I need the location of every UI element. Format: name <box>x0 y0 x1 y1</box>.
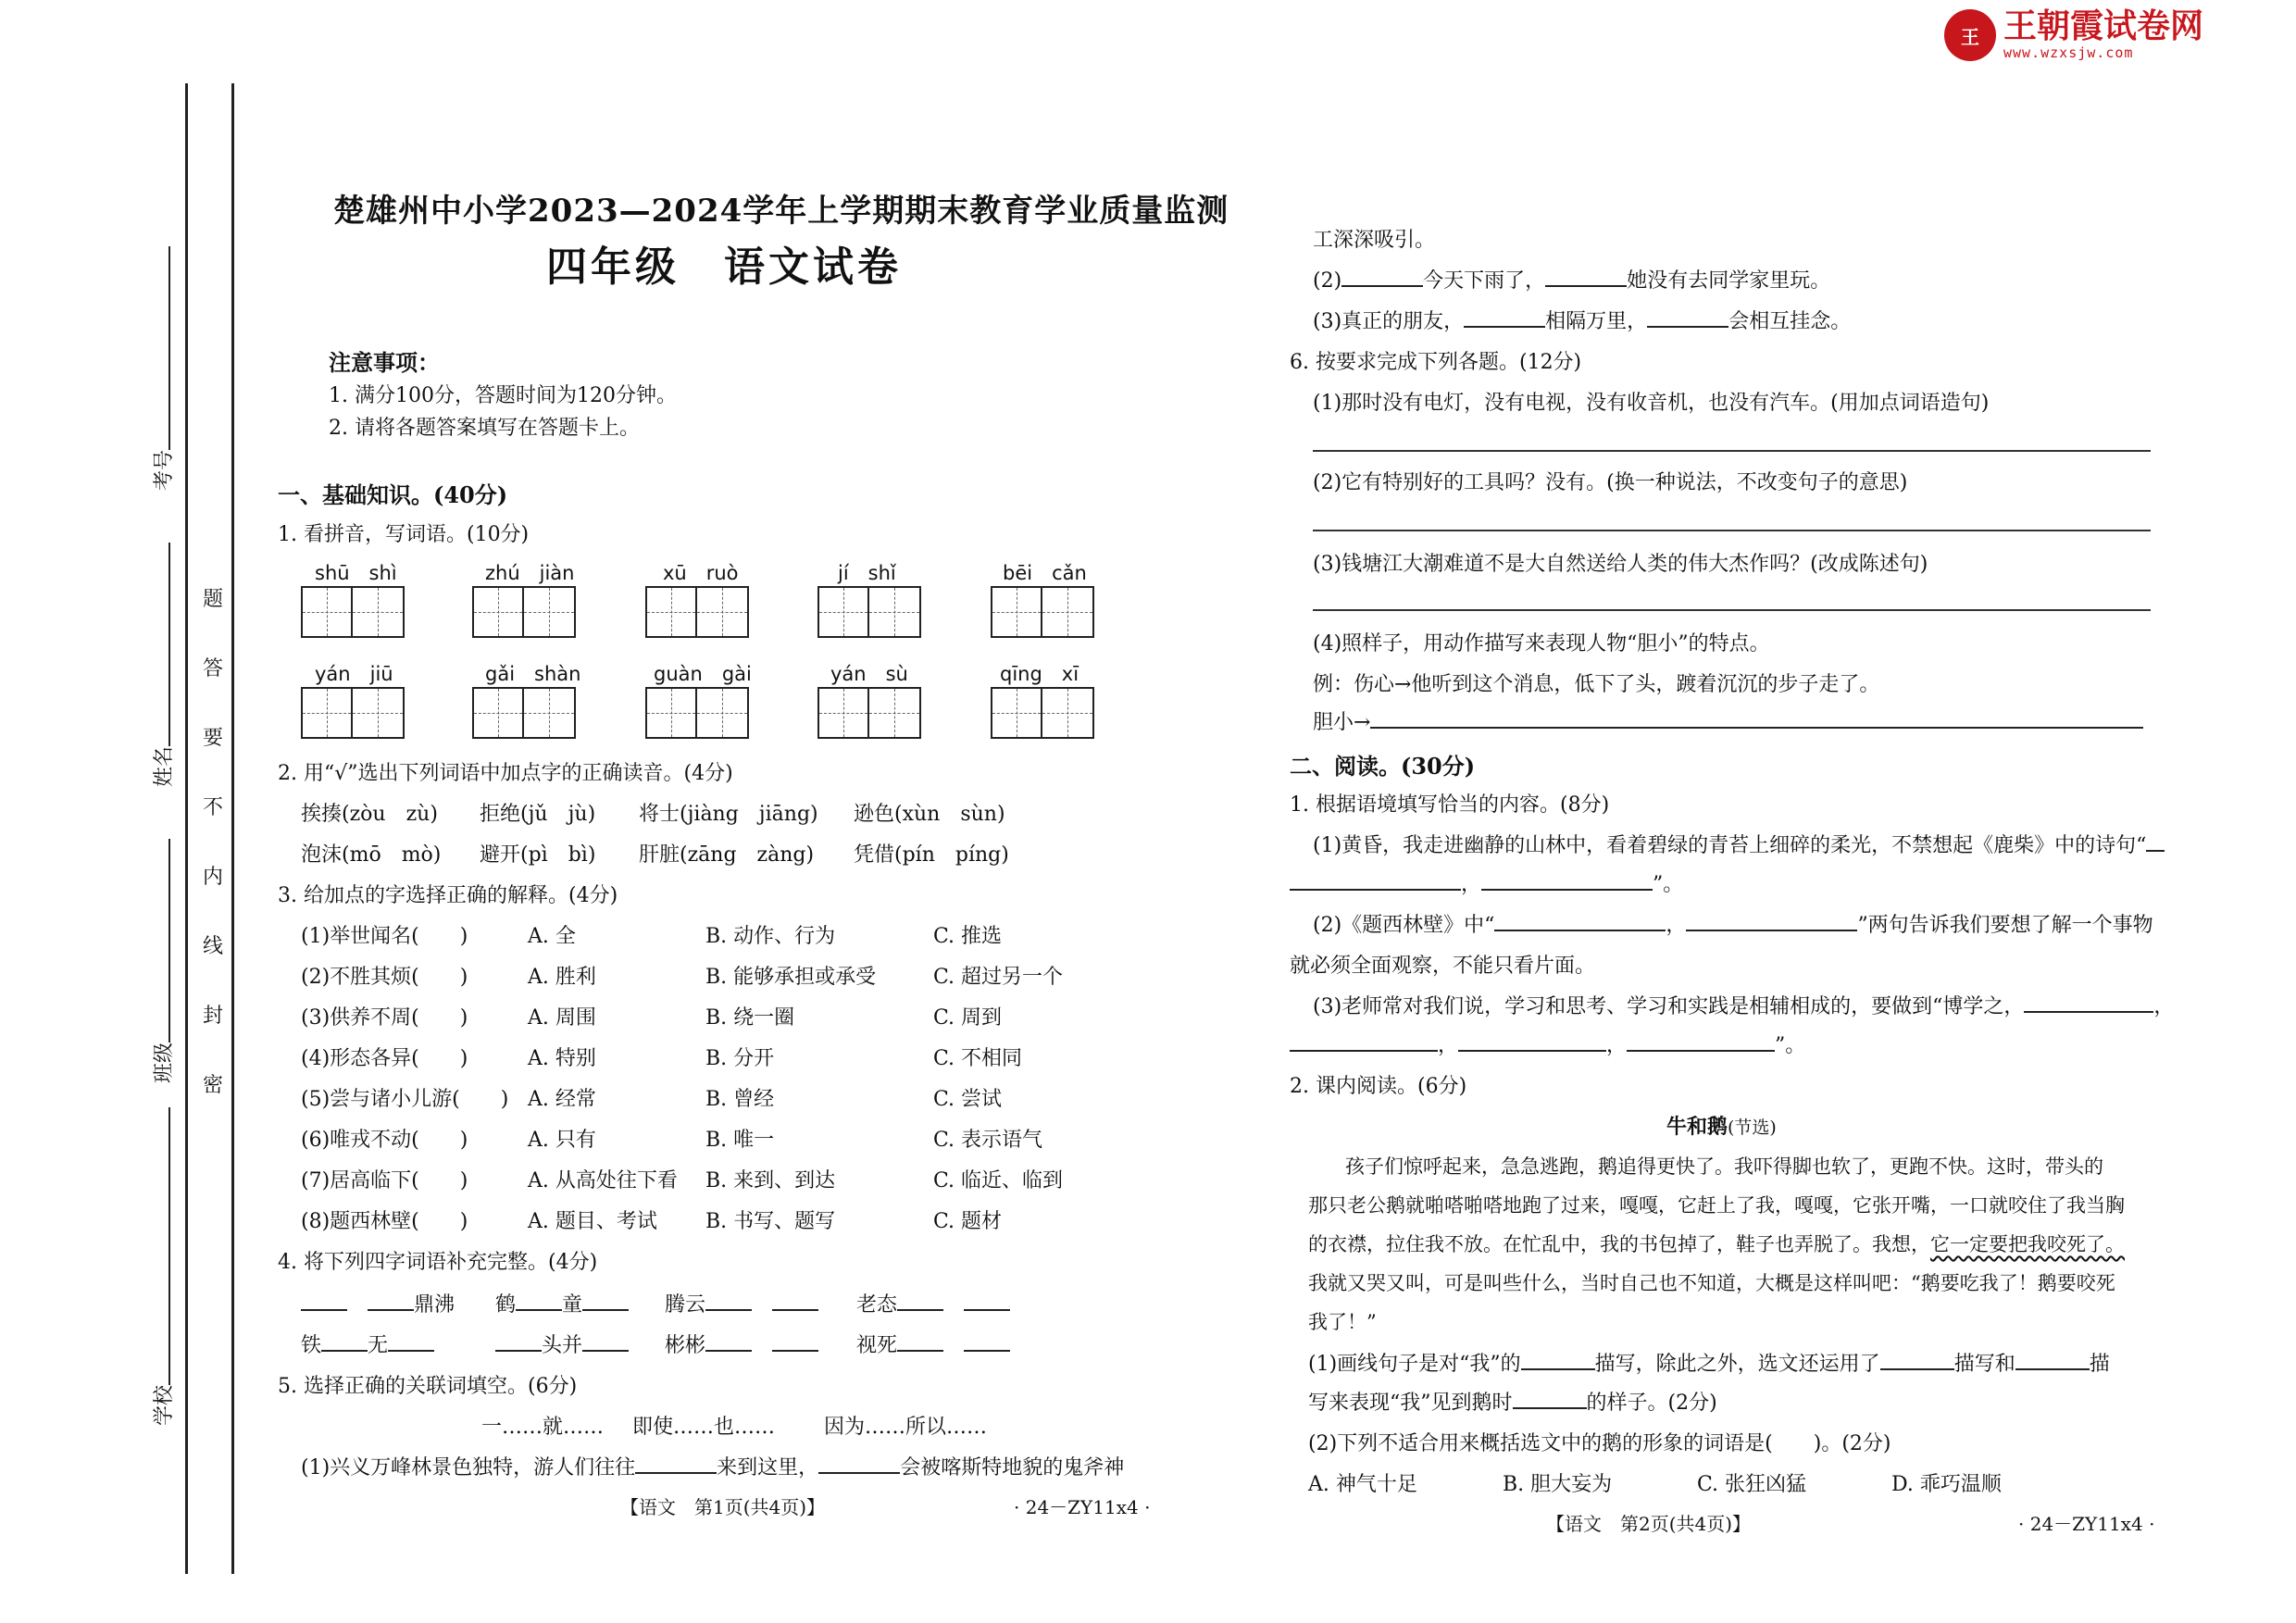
writing-boxes[interactable] <box>645 586 749 638</box>
r-q2-sub2: (2)下列不适合用来概括选文中的鹅的形象的词语是( )。(2分) <box>1308 1432 1891 1455</box>
q3-item: (8)题西林壁( ) <box>301 1210 468 1233</box>
pinyin-label: qīng xī <box>1000 663 1079 685</box>
q5-item3[interactable]: (3)真正的朋友， 相隔万里， 会相互挂念。 <box>1313 310 1852 333</box>
idiom-blank[interactable]: 视死 <box>856 1330 1010 1358</box>
choice-option[interactable]: B. 胆大妄为 <box>1503 1473 1613 1496</box>
writing-boxes[interactable] <box>301 586 405 638</box>
pinyin-label: zhú jiàn <box>485 562 575 584</box>
r-q1-item2[interactable]: (2)《题西林壁》中“ ， ”两句告诉我们要想了解一个事物 <box>1313 914 2153 937</box>
pinyin-label: shū shì <box>315 562 397 584</box>
field-exam-number: 考号 <box>148 246 177 491</box>
pronunciation-item: 将士(jiàng jiāng) <box>639 803 818 826</box>
q3-option: C. 题材 <box>933 1210 1003 1233</box>
section1-heading: 一、基础知识。(40分) <box>278 481 508 508</box>
pinyin-label: yán jiū <box>315 663 393 685</box>
q6-answer[interactable]: 胆小→ <box>1313 706 2143 735</box>
conjunction-option: 即使……也…… <box>632 1416 776 1439</box>
logo-seal-icon: 王 <box>1944 9 1996 61</box>
q3-option: A. 特别 <box>528 1047 596 1070</box>
choice-option[interactable]: A. 神气十足 <box>1308 1473 1417 1496</box>
q3-option: B. 绕一圈 <box>705 1006 795 1030</box>
page-footer-left: 【语文 第1页(共4页)】 <box>620 1496 826 1518</box>
notice-heading: 注意事项： <box>329 349 440 376</box>
section2-heading: 二、阅读。(30分) <box>1290 753 1476 780</box>
pinyin-label: guàn gài <box>654 663 752 685</box>
page-code-right: · 24－ZY11x4 · <box>2018 1513 2155 1535</box>
writing-boxes[interactable] <box>991 586 1094 638</box>
binding-warning-char: 内 <box>202 866 223 889</box>
binding-warning-char: 要 <box>202 727 223 750</box>
binding-warning-char: 答 <box>202 657 223 680</box>
binding-warning-char: 密 <box>202 1074 223 1097</box>
q3-option: C. 临近、临到 <box>933 1169 1064 1192</box>
q3-option: C. 推选 <box>933 925 1003 948</box>
pinyin-label: jí shǐ <box>838 562 896 584</box>
q3-option: A. 全 <box>528 925 576 948</box>
pronunciation-item: 拒绝(jǔ jù) <box>480 803 596 826</box>
q6-example: 例：伤心→他听到这个消息，低下了头，踱着沉沉的步子走了。 <box>1313 673 1880 696</box>
q6-title: 6. 按要求完成下列各题。(12分) <box>1290 351 1582 374</box>
q3-item: (5)尝与诸小儿游( ) <box>301 1088 509 1111</box>
answer-line[interactable] <box>1313 450 2151 452</box>
pronunciation-item: 泡沫(mō mò) <box>301 843 442 867</box>
site-logo <box>1944 9 2203 61</box>
q6-item2: (2)它有特别好的工具吗？没有。(换一种说法，不改变句子的意思) <box>1313 471 1908 494</box>
r-q1-item1-cont[interactable]: ， ”。 <box>1290 868 1683 897</box>
q3-option: B. 动作、行为 <box>705 925 836 948</box>
passage-line: 的衣襟，拉住我不放。在忙乱中，我的书包掉了，鞋子也弄脱了。我想，它一定要把我咬死了。 <box>1308 1233 2125 1255</box>
binding-warning-char: 封 <box>202 1005 223 1028</box>
r-q2-sub1-cont[interactable]: 写来表现“我”见到鹅时 的样子。(2分) <box>1308 1392 1717 1415</box>
r-q1-item2-cont: 就必须全面观察，不能只看片面。 <box>1290 955 1596 978</box>
exam-title-line2: 四年级 语文试卷 <box>546 243 902 291</box>
underlined-sentence: 它一定要把我咬死了。 <box>1930 1233 2125 1255</box>
conjunction-option: 一……就…… <box>481 1416 605 1439</box>
conjunction-option: 因为……所以…… <box>824 1416 988 1439</box>
writing-boxes[interactable] <box>645 687 749 739</box>
writing-boxes[interactable] <box>472 687 576 739</box>
field-class: 班级 <box>148 839 177 1083</box>
pronunciation-item: 逊色(xùn sùn) <box>854 803 1005 826</box>
field-school: 学校 <box>148 1107 177 1426</box>
q1-title: 1. 看拼音，写词语。(10分) <box>278 523 530 546</box>
q3-option: C. 尝试 <box>933 1088 1003 1111</box>
q3-option: B. 能够承担或承受 <box>705 966 877 989</box>
page-code-left: · 24－ZY11x4 · <box>1014 1496 1151 1518</box>
pinyin-label: bēi cǎn <box>1003 562 1087 584</box>
pronunciation-item: 凭借(pín píng) <box>854 843 1009 867</box>
q3-title: 3. 给加点的字选择正确的解释。(4分) <box>278 884 618 907</box>
q3-option: A. 从高处往下看 <box>528 1169 678 1192</box>
passage-line: 我了！” <box>1308 1311 1377 1333</box>
writing-boxes[interactable] <box>301 687 405 739</box>
q3-option: A. 胜利 <box>528 966 596 989</box>
q3-item: (7)居高临下( ) <box>301 1169 468 1192</box>
passage-line: 孩子们惊呼起来，急急逃跑，鹅追得更快了。我吓得脚也软了，更跑不快。这时，带头的 <box>1345 1155 2103 1178</box>
binding-warning-char: 题 <box>202 588 223 611</box>
binding-line-outer <box>185 83 188 1574</box>
passage-title: 牛和鹅(节选) <box>1666 1115 1777 1139</box>
q4-title: 4. 将下列四字词语补充完整。(4分) <box>278 1251 598 1274</box>
binding-line-inner <box>231 83 234 1574</box>
notice-item: 2. 请将各题答案填写在答题卡上。 <box>329 417 640 440</box>
q3-option: C. 周到 <box>933 1006 1003 1030</box>
passage-line: 我就又哭又叫，可是叫些什么，当时自己也不知道，大概是这样叫吧：“鹅要吃我了！鹅要咬死 <box>1308 1272 2115 1294</box>
r-q1-title: 1. 根据语境填写恰当的内容。(8分) <box>1290 793 1610 817</box>
q3-item: (4)形态各异( ) <box>301 1047 468 1070</box>
r-q2-sub1[interactable]: (1)画线句子是对“我”的 描写，除此之外，选文还运用了 描写和 描 <box>1308 1353 2110 1376</box>
field-name: 姓名 <box>148 543 177 787</box>
logo-name: 王朝霞试卷网 <box>2003 7 2204 45</box>
r-q1-item3-cont[interactable]: ， ， ”。 <box>1290 1030 1805 1058</box>
idiom-blank[interactable]: 头并 <box>495 1330 629 1358</box>
exam-title-line1: 楚雄州中小学2023—2024学年上学期期末教育学业质量监测 <box>333 193 1229 230</box>
idiom-blank[interactable]: 老态 <box>856 1289 1010 1317</box>
binding-warning-char: 不 <box>202 796 223 819</box>
pronunciation-item: 避开(pì bì) <box>480 843 596 867</box>
q3-option: A. 只有 <box>528 1129 596 1152</box>
q3-item: (6)唯戎不动( ) <box>301 1129 468 1152</box>
q5-title: 5. 选择正确的关联词填空。(6分) <box>278 1375 578 1398</box>
q3-option: A. 经常 <box>528 1088 596 1111</box>
q6-item3: (3)钱塘江大潮难道不是大自然送给人类的伟大杰作吗？(改成陈述句) <box>1313 553 1928 576</box>
passage-line: 那只老公鹅就啪嗒啪嗒地跑了过来，嘎嘎，它赶上了我，嘎嘎，它张开嘴，一口就咬住了我当胸 <box>1308 1194 2125 1217</box>
idiom-blank[interactable]: 腾云 <box>665 1289 818 1317</box>
writing-boxes[interactable] <box>991 687 1094 739</box>
notice-item: 1. 满分100分，答题时间为120分钟。 <box>329 384 677 407</box>
q5-item2[interactable]: (2) 今天下雨了， 她没有去同学家里玩。 <box>1313 269 1831 293</box>
pronunciation-item: 肝脏(zāng zàng) <box>639 843 815 867</box>
binding-warning-char: 线 <box>202 935 223 958</box>
pinyin-label: yán sù <box>830 663 908 685</box>
q3-option: C. 不相同 <box>933 1047 1023 1070</box>
q6-item1: (1)那时没有电灯，没有电视，没有收音机，也没有汽车。(用加点词语造句) <box>1313 392 1990 415</box>
page-footer-right: 【语文 第2页(共4页)】 <box>1546 1513 1752 1535</box>
q3-item: (2)不胜其烦( ) <box>301 966 468 989</box>
q3-item: (1)举世闻名( ) <box>301 925 468 948</box>
q3-option: B. 曾经 <box>705 1088 775 1111</box>
idiom-blank[interactable]: 彬彬 <box>665 1330 818 1358</box>
q3-option: B. 书写、题写 <box>705 1210 836 1233</box>
choice-option[interactable]: C. 张狂凶猛 <box>1697 1473 1807 1496</box>
answer-line[interactable] <box>1313 530 2151 531</box>
q5-item1[interactable]: (1)兴义万峰林景色独特，游人们往往 来到这里， 会被喀斯特地貌的鬼斧神 <box>301 1456 1125 1479</box>
q3-item: (3)供养不周( ) <box>301 1006 468 1030</box>
writing-boxes[interactable] <box>817 687 921 739</box>
q3-option: B. 唯一 <box>705 1129 775 1152</box>
idiom-blank[interactable]: 鹤 童 <box>495 1289 629 1317</box>
answer-line[interactable] <box>1313 609 2151 611</box>
q3-option: A. 周围 <box>528 1006 596 1030</box>
idiom-blank[interactable]: 铁 无 <box>301 1330 434 1358</box>
pinyin-label: xū ruò <box>663 562 739 584</box>
r-q2-title: 2. 课内阅读。(6分) <box>1290 1075 1467 1098</box>
q3-option: B. 来到、到达 <box>705 1169 836 1192</box>
r-q1-item3[interactable]: (3)老师常对我们说，学习和思考、学习和实践是相辅相成的，要做到“博学之， ， <box>1313 995 2175 1018</box>
r-q1-item1[interactable]: (1)黄昏，我走进幽静的山林中，看着碧绿的青苔上细碎的柔光，不禁想起《鹿柴》中的诗句“ <box>1313 830 2165 858</box>
writing-boxes[interactable] <box>472 586 576 638</box>
choice-option[interactable]: D. 乖巧温顺 <box>1891 1473 2002 1496</box>
q3-option: B. 分开 <box>705 1047 775 1070</box>
q2-title: 2. 用“√”选出下列词语中加点字的正确读音。(4分) <box>278 762 733 785</box>
logo-url: www.wzxsjw.com <box>2003 44 2134 61</box>
idiom-blank[interactable]: 鼎沸 <box>301 1289 455 1317</box>
q5-item1-cont: 工深深吸引。 <box>1313 229 1436 252</box>
writing-boxes[interactable] <box>817 586 921 638</box>
pinyin-label: gǎi shàn <box>485 663 581 685</box>
q3-option: C. 超过另一个 <box>933 966 1064 989</box>
q3-option: C. 表示语气 <box>933 1129 1043 1152</box>
q3-option: A. 题目、考试 <box>528 1210 657 1233</box>
pronunciation-item: 挨揍(zòu zù) <box>301 803 438 826</box>
q6-item4: (4)照样子，用动作描写来表现人物“胆小”的特点。 <box>1313 632 1770 655</box>
